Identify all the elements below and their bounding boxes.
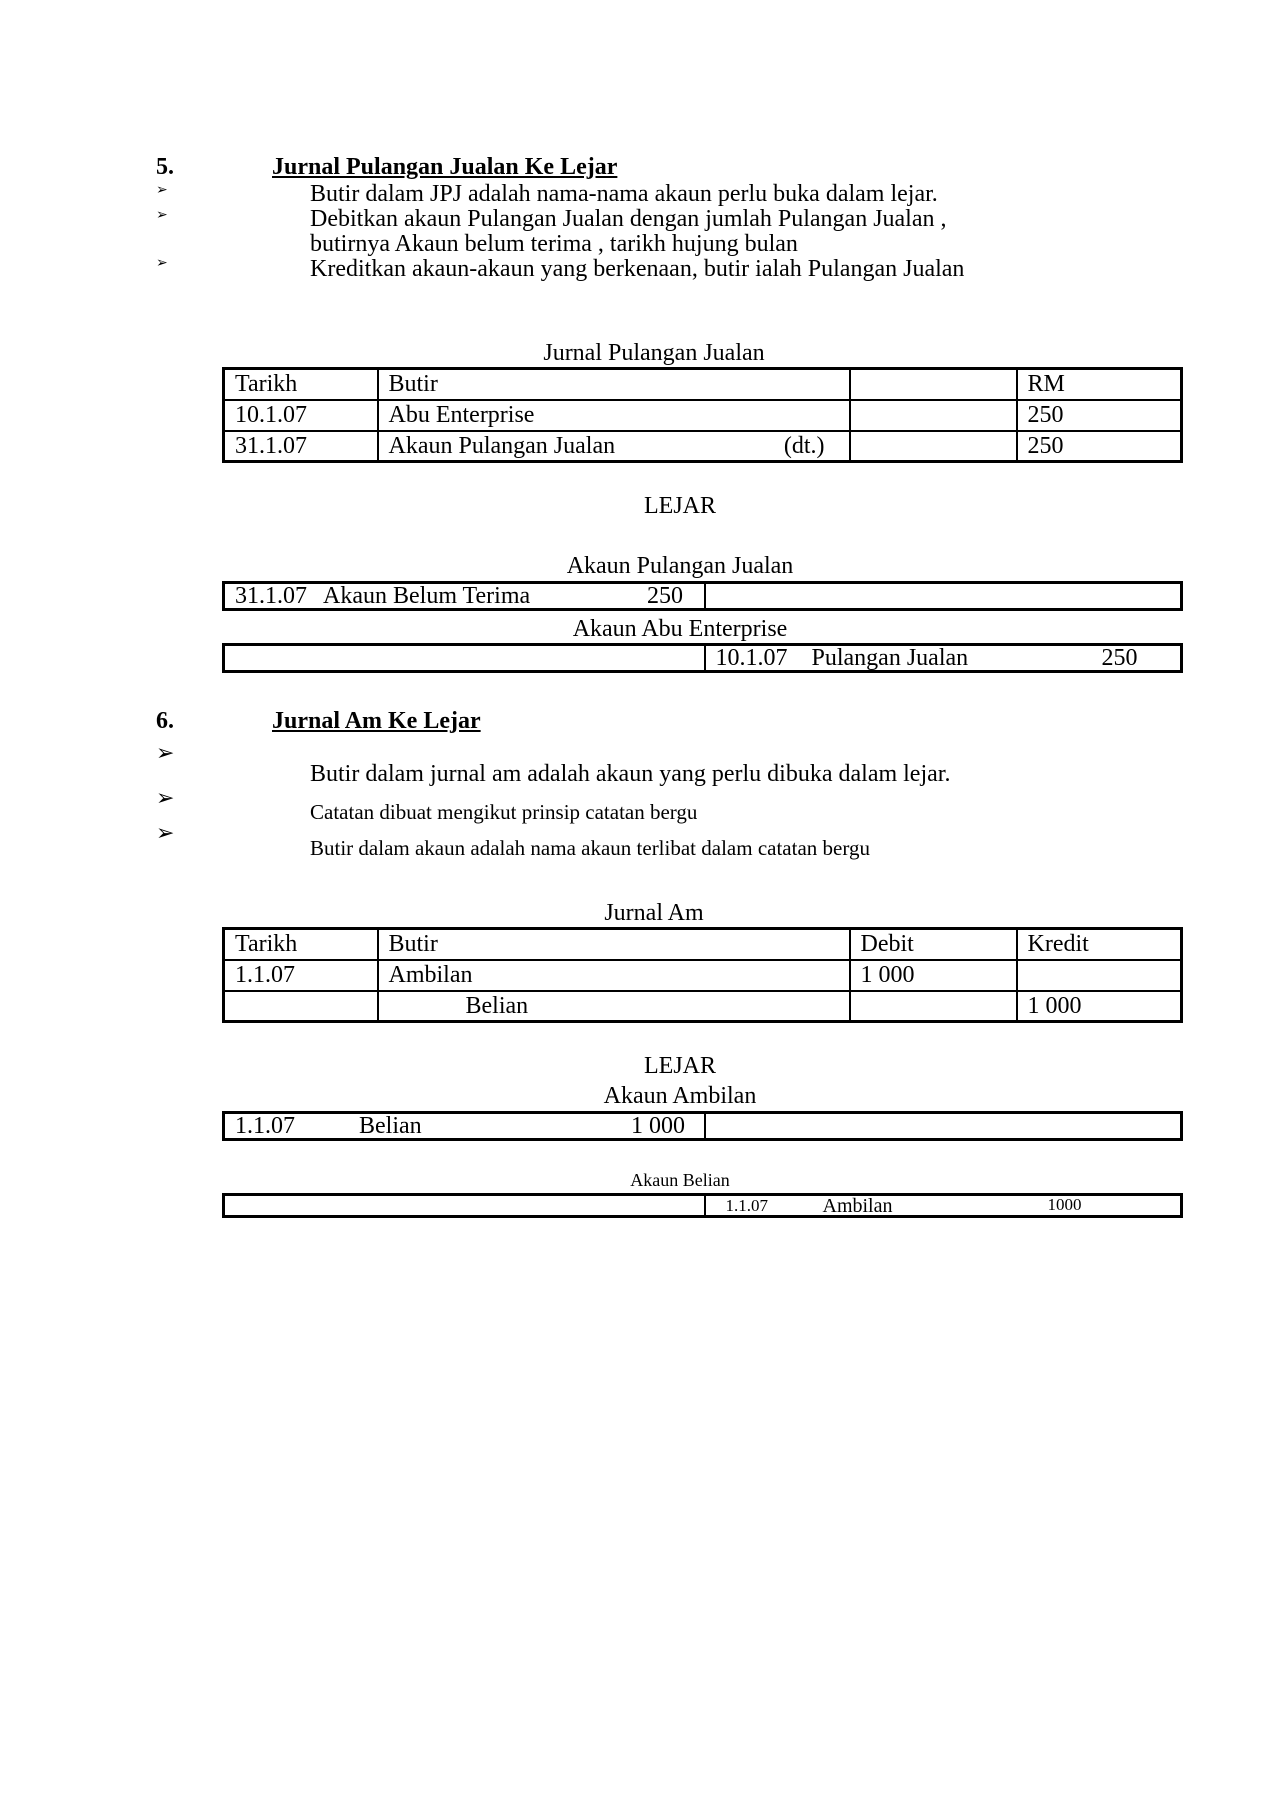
cell-credit: 1 000	[1017, 991, 1182, 1022]
entry-date: 10.1.07	[715, 645, 788, 671]
header-rm: RM	[1017, 369, 1182, 400]
ledger-debit-side	[224, 1195, 705, 1217]
header-tarikh: Tarikh	[224, 929, 378, 960]
ledger-row	[224, 583, 1182, 610]
journal-title: Jurnal Am	[604, 900, 704, 926]
bullet-text: Butir dalam jurnal am adalah akaun yang perlu dibuka dalam lejar.	[310, 761, 951, 787]
entry-item: Akaun Belum Terima	[323, 583, 531, 609]
cell-blank	[850, 431, 1017, 462]
cell-credit	[1017, 960, 1182, 991]
cell-note: (dt.)	[783, 432, 825, 459]
ledger-account-table	[222, 1193, 1183, 1218]
cell-item: Ambilan	[378, 960, 850, 991]
table-row	[224, 991, 1182, 1022]
ledger-account-title: Akaun Abu Enterprise	[572, 616, 788, 642]
journal-title: Jurnal Pulangan Jualan	[543, 340, 765, 366]
bullet-arrow-icon: ➢	[156, 785, 175, 810]
cell-amount: 250	[1017, 400, 1182, 431]
ledger-credit-side	[705, 1113, 1182, 1140]
ledger-row	[224, 1195, 1182, 1217]
bullet-text: butirnya Akaun belum terima , tarikh hujung bulan	[310, 231, 798, 257]
ledger-account-table	[222, 1111, 1183, 1141]
cell-item: Belian	[378, 991, 850, 1022]
ledger-credit-side	[705, 645, 1182, 672]
cell-date: 1.1.07	[224, 960, 378, 991]
table-header-row	[224, 929, 1182, 960]
ledger-heading: LEJAR	[644, 493, 716, 519]
entry-amount: 250	[1101, 645, 1138, 671]
entry-date: 1.1.07	[235, 1113, 295, 1139]
header-butir: Butir	[378, 369, 850, 400]
cell-item	[378, 431, 850, 462]
table-row	[224, 431, 1182, 462]
ledger-account-title: Akaun Belian	[630, 1170, 730, 1190]
journal-table	[222, 367, 1183, 463]
cell-item: Abu Enterprise	[378, 400, 850, 431]
table-row	[224, 400, 1182, 431]
ledger-row	[224, 1113, 1182, 1140]
bullet-arrow-icon: ➢	[156, 740, 175, 765]
cell-date: 10.1.07	[224, 400, 378, 431]
section-heading: Jurnal Am Ke Lejar	[272, 708, 481, 734]
ledger-account-title: Akaun Pulangan Jualan	[566, 553, 794, 579]
entry-amount: 250	[647, 583, 683, 609]
cell-date	[224, 991, 378, 1022]
ledger-debit-side	[224, 645, 705, 672]
bullet-arrow-icon: ➢	[156, 208, 168, 223]
cell-item-text: Akaun Pulangan Jualan	[388, 432, 616, 459]
cell-date: 31.1.07	[224, 431, 378, 462]
entry-amount: 1 000	[631, 1113, 685, 1139]
section-heading: Jurnal Pulangan Jualan Ke Lejar	[272, 154, 618, 180]
cell-debit: 1 000	[850, 960, 1017, 991]
bullet-text: Catatan dibuat mengikut prinsip catatan bergu	[310, 800, 698, 824]
ledger-debit-side	[224, 1113, 705, 1140]
header-debit: Debit	[850, 929, 1017, 960]
ledger-credit-side	[705, 583, 1182, 610]
ledger-debit-side	[224, 583, 705, 610]
entry-item: Pulangan Jualan	[811, 645, 969, 671]
journal-table	[222, 927, 1183, 1023]
entry-item: Ambilan	[822, 1195, 893, 1217]
section-number: 6.	[156, 708, 174, 734]
ledger-credit-side	[705, 1195, 1182, 1217]
cell-debit	[850, 991, 1017, 1022]
cell-blank	[850, 400, 1017, 431]
cell-amount: 250	[1017, 431, 1182, 462]
header-kredit: Kredit	[1017, 929, 1182, 960]
entry-date: 1.1.07	[725, 1196, 768, 1215]
bullet-arrow-icon: ➢	[156, 820, 175, 845]
header-blank	[850, 369, 1017, 400]
bullet-text: Debitkan akaun Pulangan Jualan dengan jumlah Pulangan Jualan ,	[310, 206, 947, 232]
ledger-account-table	[222, 581, 1183, 611]
table-row	[224, 960, 1182, 991]
bullet-text: Butir dalam akaun adalah nama akaun terlibat dalam catatan bergu	[310, 836, 870, 860]
header-tarikh: Tarikh	[224, 369, 378, 400]
ledger-account-title: Akaun Ambilan	[603, 1083, 757, 1109]
section-number: 5.	[156, 154, 174, 180]
entry-date: 31.1.07	[235, 583, 307, 609]
bullet-text: Butir dalam JPJ adalah nama-nama akaun perlu buka dalam lejar.	[310, 181, 938, 207]
header-butir: Butir	[378, 929, 850, 960]
table-header-row	[224, 369, 1182, 400]
bullet-arrow-icon: ➢	[156, 256, 168, 271]
bullet-text: Kreditkan akaun-akaun yang berkenaan, butir ialah Pulangan Jualan	[310, 256, 965, 282]
ledger-account-table	[222, 643, 1183, 673]
entry-amount: 1000	[1047, 1195, 1082, 1214]
ledger-heading: LEJAR	[644, 1053, 716, 1079]
entry-item: Belian	[359, 1113, 422, 1139]
bullet-arrow-icon: ➢	[156, 183, 168, 198]
ledger-row	[224, 645, 1182, 672]
